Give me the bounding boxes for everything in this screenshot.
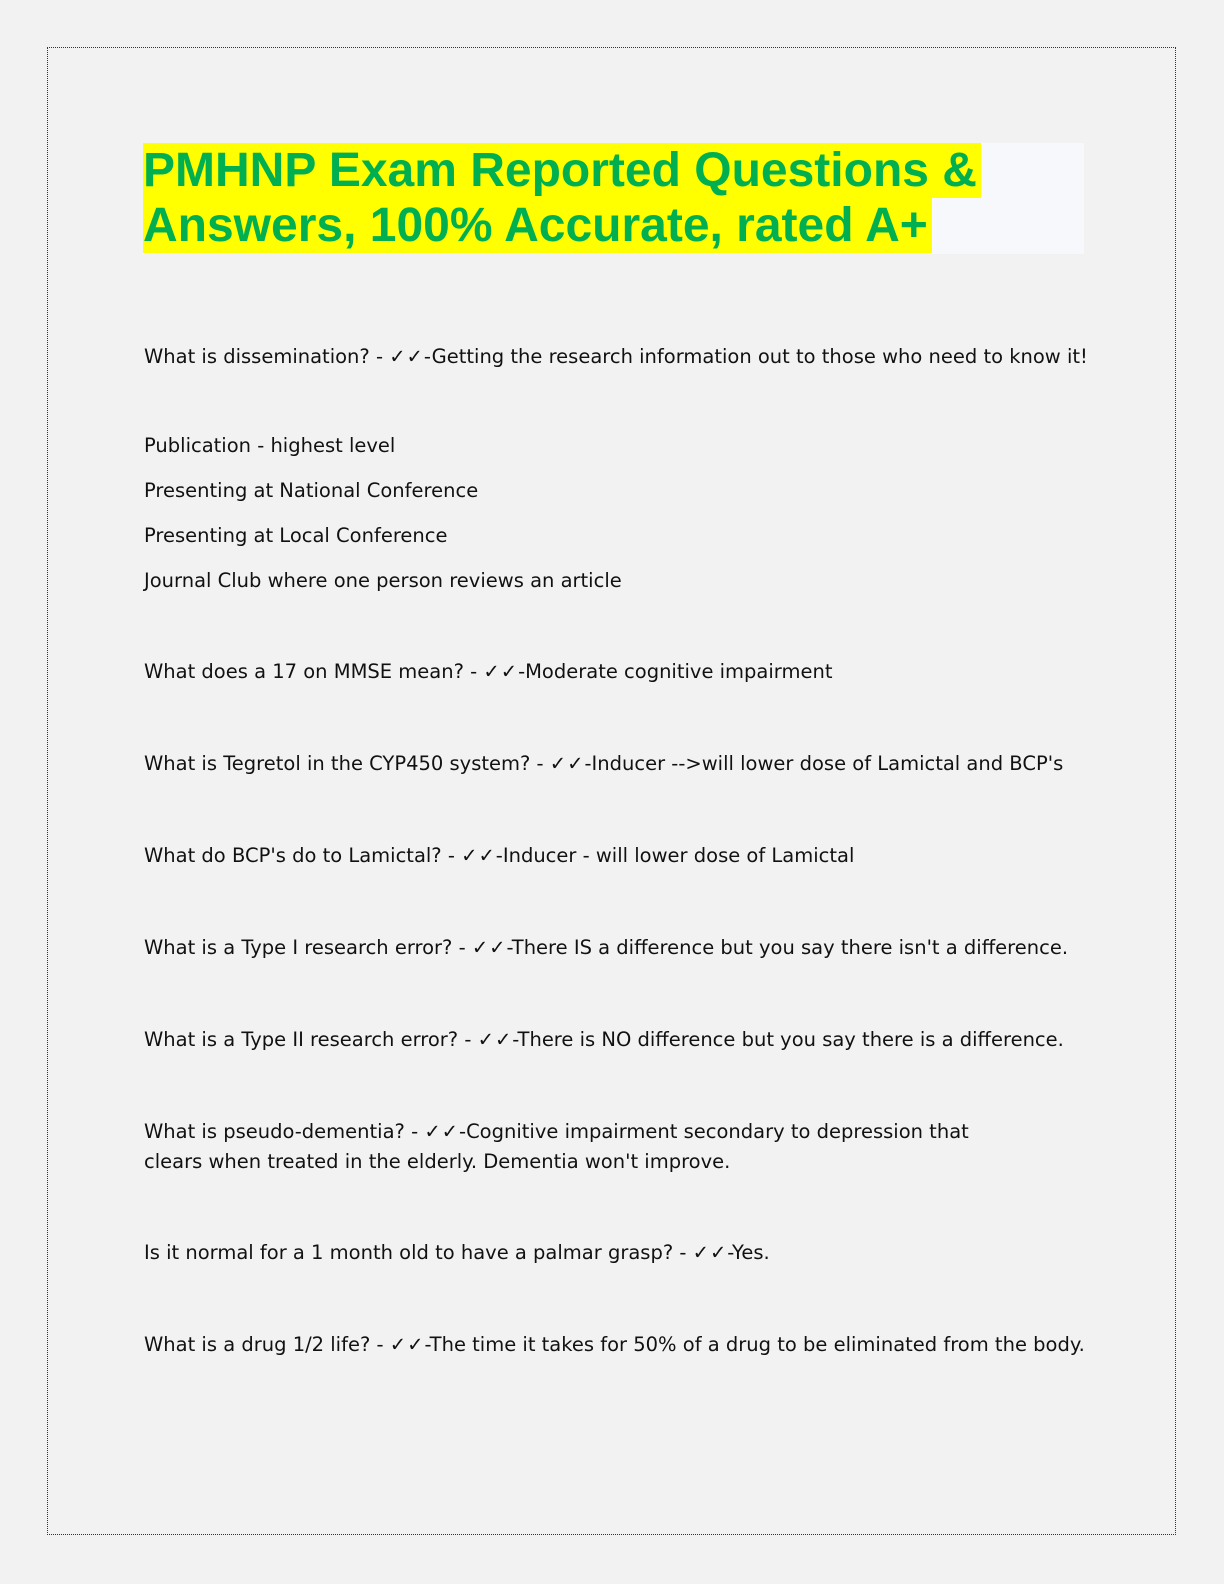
answer-text: -Getting the research information out to those who need to know it!	[423, 345, 1088, 368]
question-text: What is dissemination? -	[144, 345, 390, 368]
title-line-2: Answers, 100% Accurate, rated A+	[143, 198, 932, 253]
qa-item	[144, 749, 1064, 779]
check-icon: ✓✓	[389, 345, 424, 368]
qa-item	[144, 1025, 1064, 1055]
question-text: What is a Type II research error? -	[144, 1028, 478, 1051]
check-icon: ✓✓	[692, 1241, 728, 1264]
check-icon: ✓✓	[389, 1333, 425, 1356]
document-title	[143, 143, 1084, 254]
check-icon: ✓✓	[424, 1120, 460, 1143]
question-text: What do BCP's do to Lamictal? -	[144, 844, 462, 867]
answer-text: -Moderate cognitive impairment	[518, 660, 833, 683]
answer-text: -Inducer -->will lower dose of Lamictal and BCP's	[584, 752, 1064, 775]
qa-item	[144, 933, 1069, 963]
title-line-1: PMHNP Exam Reported Questions &	[143, 143, 981, 198]
qa-item	[144, 1238, 1044, 1268]
question-text: What is pseudo-dementia? -	[144, 1120, 425, 1143]
answer-text: -Inducer - will lower dose of Lamictal	[495, 844, 855, 867]
question-text: What does a 17 on MMSE mean? -	[144, 660, 484, 683]
question-text: What is Tegretol in the CYP450 system? -	[144, 752, 550, 775]
check-icon: ✓✓	[471, 936, 507, 959]
check-icon: ✓✓	[461, 844, 496, 867]
list-item: Publication - highest level	[144, 434, 396, 457]
list-item: Presenting at Local Conference	[144, 524, 448, 547]
check-icon: ✓✓	[549, 752, 585, 775]
question-text: What is a drug 1/2 life? -	[144, 1333, 390, 1356]
answer-text: -There is NO difference but you say there is a difference.	[512, 1028, 1064, 1051]
question-text: Is it normal for a 1 month old to have a palmar grasp? -	[144, 1241, 693, 1264]
qa-item	[144, 657, 1044, 687]
qa-item	[144, 342, 1088, 372]
answer-text: -Yes.	[727, 1241, 770, 1264]
check-icon: ✓✓	[477, 1028, 513, 1051]
question-text: What is a Type I research error? -	[144, 936, 472, 959]
list-item: Journal Club where one person reviews an article	[144, 569, 622, 592]
answer-text: -There IS a difference but you say there isn't a difference.	[506, 936, 1069, 959]
qa-item	[144, 1330, 1085, 1360]
qa-item	[144, 1117, 1024, 1177]
answer-text: -Cognitive impairment secondary to depression that clears when treated in the elderly. Dementia won't improve.	[144, 1120, 969, 1173]
check-icon: ✓✓	[483, 660, 519, 683]
page-border	[47, 47, 1176, 1535]
answer-text: -The time it takes for 50% of a drug to be eliminated from the body.	[424, 1333, 1085, 1356]
list-item: Presenting at National Conference	[144, 479, 479, 502]
qa-item	[144, 841, 1044, 871]
